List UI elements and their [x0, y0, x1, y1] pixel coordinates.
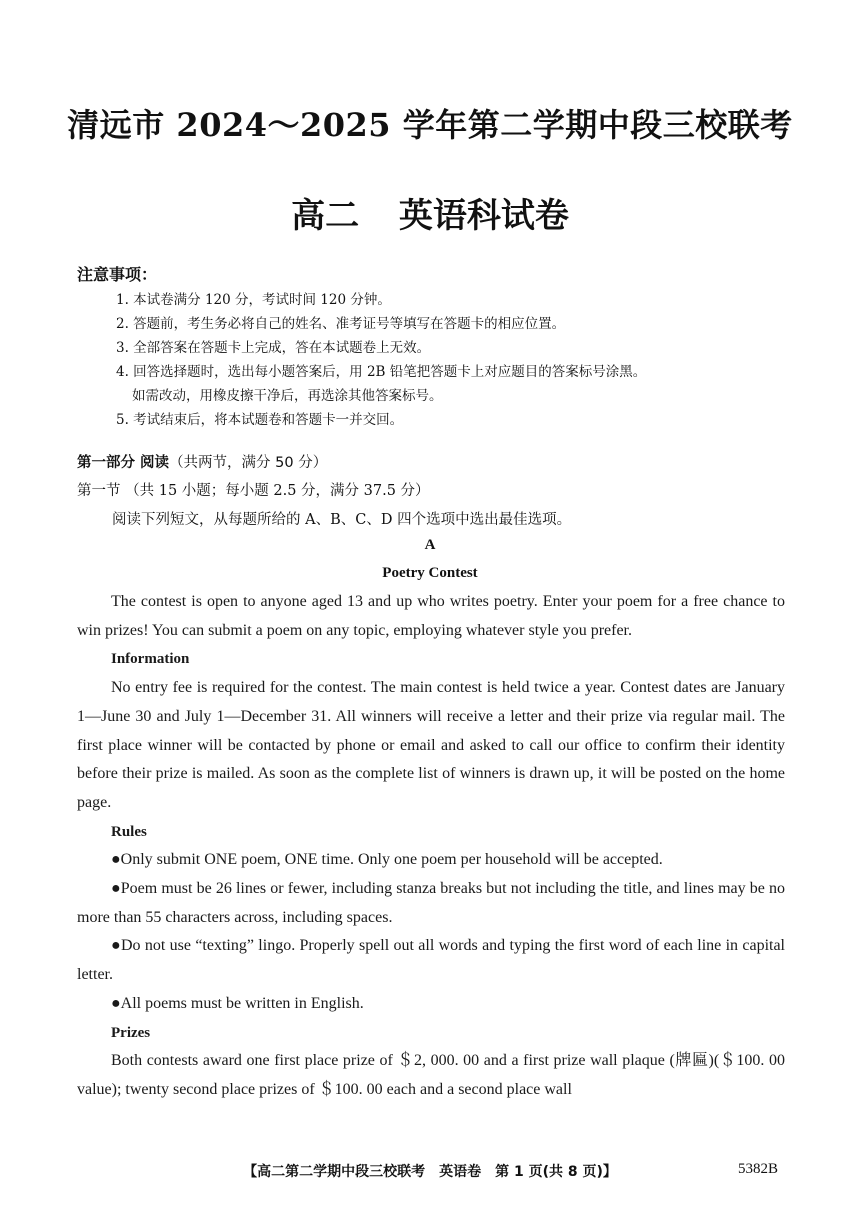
- exam-subtitle: 高二 英语科试卷: [291, 196, 569, 236]
- part-heading-detail: （共两节，满分 50 分）: [169, 455, 328, 471]
- notice-list: [116, 288, 796, 432]
- footer-code: 5382B: [738, 1161, 779, 1177]
- notice-item: 3. 全部答案在答题卡上完成，答在本试题卷上无效。: [116, 340, 431, 356]
- info-heading: Information: [111, 651, 190, 668]
- passage-intro: The contest is open to anyone aged 13 and up who writes poetry. Enter your poem for a free chance to win prizes! You can submit a poem on any topic, employing whatever style you prefer.: [77, 593, 785, 639]
- passage-body: [77, 588, 785, 1105]
- notice-item: 2. 答题前，考生务必将自己的姓名、准考证号等填写在答题卡的相应位置。: [116, 316, 566, 332]
- rule-item: ●Do not use “texting” lingo. Properly spell out all words and typing the first word of each line in capital letter.: [77, 937, 785, 984]
- notice-item: 1. 本试卷满分 120 分，考试时间 120 分钟。: [116, 292, 391, 308]
- passage-letter: A: [424, 537, 436, 553]
- part-heading-title: 第一部分 阅读: [77, 455, 170, 471]
- rules-heading: Rules: [111, 823, 147, 840]
- info-text: No entry fee is required for the contest. The main contest is held twice a year. Contest dates are January 1—June 30 and July 1—December 31. All winners will receive a letter and their prize via regular mail. The first place winner will be contacted by phone or email and asked to call our office to confirm their identity before their prize is mailed. As soon as the complete list of winners is drawn up, it will be posted on the home page.: [77, 679, 785, 811]
- exam-title: 清远市 2024～2025 学年第二学期中段三校联考: [67, 106, 793, 144]
- rule-item: ●Only submit ONE poem, ONE time. Only one poem per household will be accepted.: [111, 851, 663, 869]
- part-heading: [77, 451, 327, 472]
- footer-page-info: 【高二第二学期中段三校联考 英语卷 第 1 页(共 8 页)】: [243, 1164, 617, 1180]
- section-instruction: 阅读下列短文，从每题所给的 A、B、C、D 四个选项中选出最佳选项。: [112, 512, 572, 528]
- passage-title: Poetry Contest: [382, 565, 478, 581]
- section-heading: 第一节 （共 15 小题；每小题 2.5 分，满分 37.5 分）: [77, 483, 430, 499]
- notice-item: 5. 考试结束后，将本试题卷和答题卡一并交回。: [116, 412, 404, 428]
- prizes-text: Both contests award one first place prize of ＄2, 000. 00 and a first prize wall plaque (牌匾)(＄100. 00 value); twenty second place prizes of ＄100. 00 each and a second place wall: [77, 1052, 785, 1098]
- prizes-heading: Prizes: [111, 1024, 151, 1041]
- notice-heading: 注意事项：: [77, 265, 158, 284]
- rule-item: ●All poems must be written in English.: [111, 994, 364, 1012]
- notice-item: 4. 回答选择题时，选出每小题答案后，用 2B 铅笔把答题卡上对应题目的答案标号涂黑。: [116, 364, 647, 380]
- rule-item: ●Poem must be 26 lines or fewer, including stanza breaks but not including the title, and lines may be no more than 55 characters across, including spaces.: [77, 880, 785, 926]
- notice-item-continuation: 如需改动，用橡皮擦干净后，再选涂其他答案标号。: [132, 388, 443, 404]
